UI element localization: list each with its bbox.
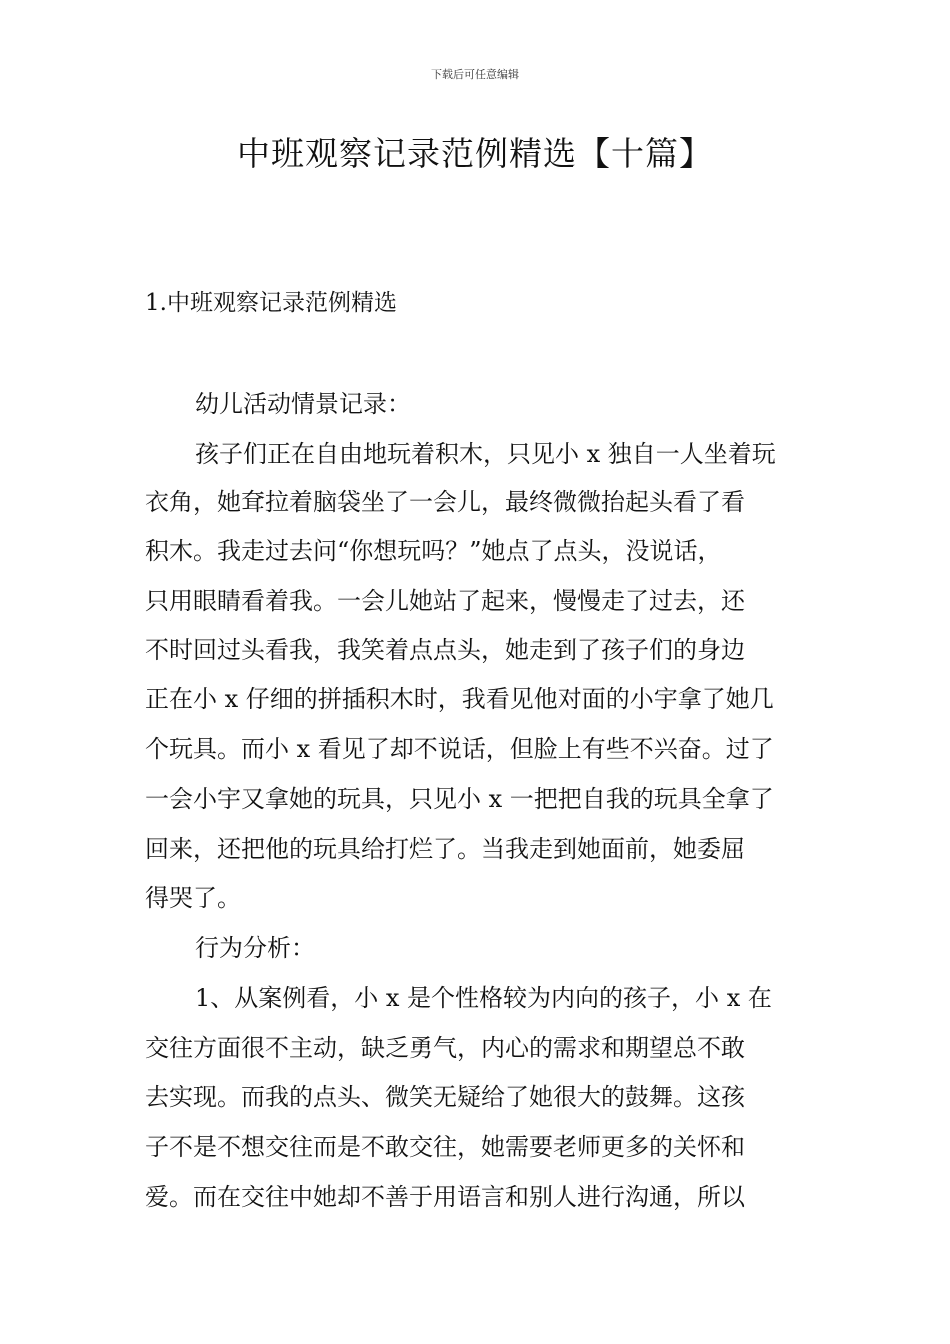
paragraph-line: 孩子们正在自由地玩着积木，只见小 x 独自一人坐着玩 [195, 440, 776, 468]
paragraph-line: 得哭了。 [145, 884, 241, 912]
page-header-note: 下载后可任意编辑 [431, 68, 519, 81]
document-title: 中班观察记录范例精选【十篇】 [237, 134, 713, 173]
paragraph-line: 回来，还把他的玩具给打烂了。当我走到她面前，她委屈 [145, 835, 745, 863]
paragraph-line: 个玩具。而小 x 看见了却不说话，但脸上有些不兴奋。过了 [145, 735, 774, 763]
paragraph-line: 正在小 x 仔细的拼插积木时，我看见他对面的小宇拿了她几 [145, 685, 774, 713]
paragraph-line: 衣角，她耷拉着脑袋坐了一会儿，最终微微抬起头看了看 [145, 488, 745, 516]
paragraph-line: 爱。而在交往中她却不善于用语言和别人进行沟通，所以 [145, 1183, 745, 1211]
paragraph-line: 只用眼睛看着我。一会儿她站了起来，慢慢走了过去，还 [145, 587, 745, 615]
section-heading: 1.中班观察记录范例精选 [145, 290, 397, 316]
paragraph-line: 子不是不想交往而是不敢交往，她需要老师更多的关怀和 [145, 1133, 745, 1161]
paragraph-line: 积木。我走过去问“你想玩吗？”她点了点头，没说话， [145, 537, 722, 565]
paragraph-line: 一会小宇又拿她的玩具，只见小 x 一把把自我的玩具全拿了 [145, 785, 774, 813]
paragraph-line: 1、从案例看，小 x 是个性格较为内向的孩子，小 x 在 [195, 984, 772, 1012]
paragraph-label-activity-record: 幼儿活动情景记录： [195, 390, 411, 418]
paragraph-line: 不时回过头看我，我笑着点点头，她走到了孩子们的身边 [145, 636, 745, 664]
paragraph-line: 去实现。而我的点头、微笑无疑给了她很大的鼓舞。这孩 [145, 1083, 745, 1111]
paragraph-label-behavior-analysis: 行为分析： [195, 934, 315, 962]
paragraph-line: 交往方面很不主动，缺乏勇气，内心的需求和期望总不敢 [145, 1034, 745, 1062]
